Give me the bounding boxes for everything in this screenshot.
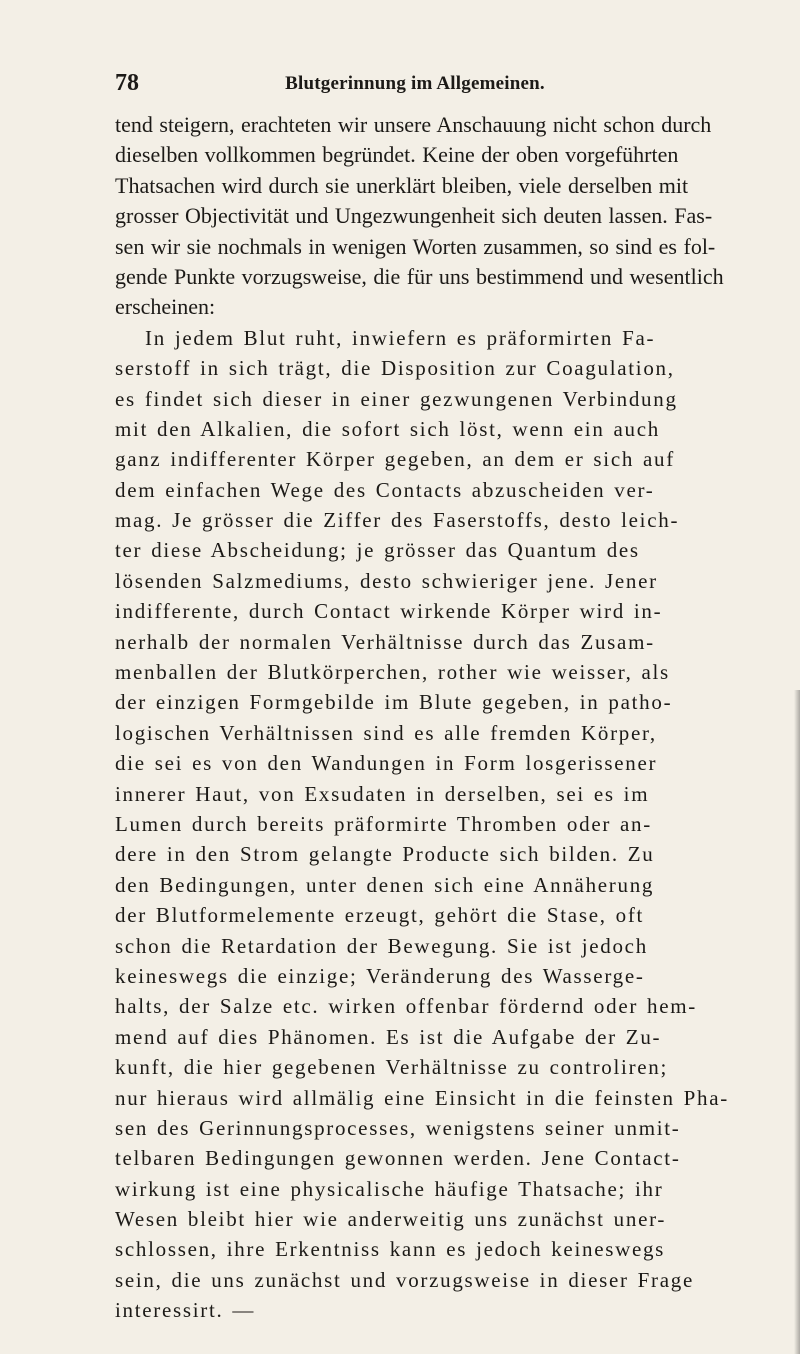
text-line: mit den Alkalien, die sofort sich löst, wenn ein auch — [115, 416, 660, 441]
text-line: menballen der Blutkörperchen, rother wie weisser, als — [115, 660, 670, 685]
text-line: interessirt. — — [115, 1298, 256, 1323]
text-line: dem einfachen Wege des Contacts abzuscheiden ver- — [115, 477, 655, 502]
text-line: wirkung ist eine physicalische häufige Thatsache; ihr — [115, 1176, 664, 1201]
paragraph-2 — [115, 323, 795, 1326]
text-line: Thatsachen wird durch sie unerklärt bleiben, viele derselben mit — [115, 172, 689, 198]
text-line: keineswegs die einzige; Veränderung des Wasserge- — [115, 963, 645, 988]
text-line: dieselben vollkommen begründet. Keine der oben vorgeführten — [115, 142, 679, 168]
text-line: nerhalb der normalen Verhältnisse durch das Zusam- — [115, 629, 655, 654]
text-line: schlossen, ihre Erkentniss kann es jedoch keineswegs — [115, 1237, 666, 1262]
text-line: logischen Verhältnissen sind es alle fremden Körper, — [115, 720, 657, 745]
text-line: telbaren Bedingungen gewonnen werden. Jene Contact- — [115, 1146, 681, 1171]
text-line: kunft, die hier gegebenen Verhältnisse zu controliren; — [115, 1055, 669, 1080]
text-line: tend steigern, erachteten wir unsere Anschauung nicht schon durch — [115, 112, 712, 137]
text-line: schon die Retardation der Bewegung. Sie ist jedoch — [115, 933, 648, 958]
text-line: Lumen durch bereits präformirte Thromben oder an- — [115, 811, 652, 836]
text-line: der Blutformelemente erzeugt, gehört die Stase, oft — [115, 903, 645, 928]
page-edge-shadow — [794, 690, 800, 1354]
text-line: grosser Objectivität und Ungezwungenheit sich deuten lassen. Fas- — [115, 203, 713, 229]
text-line: innerer Haut, von Exsudaten in derselben, sei es im — [115, 781, 650, 806]
text-line: die sei es von den Wandungen in Form losgerissener — [115, 751, 658, 776]
text-line: serstoff in sich trägt, die Disposition zur Coagulation, — [115, 356, 675, 381]
text-line: In jedem Blut ruht, inwiefern es präformirten Fa- — [145, 325, 656, 350]
text-line: der einzigen Formgebilde im Blute gegeben, in patho- — [115, 690, 673, 715]
text-line: halts, der Salze etc. wirken offenbar fördernd oder hem- — [115, 994, 697, 1019]
text-line: indifferente, durch Contact wirkende Körper wird in- — [115, 599, 663, 624]
text-line: ganz indifferenter Körper gegeben, an dem er sich auf — [115, 447, 675, 472]
page-header — [115, 68, 715, 98]
text-line: gende Punkte vorzugsweise, die für uns bestimmend und wesentlich — [115, 263, 724, 289]
running-title: Blutgerinnung im Allgemeinen. — [285, 73, 545, 94]
text-line: mag. Je grösser die Ziffer des Faserstoffs, desto leich- — [115, 508, 680, 533]
text-line: dere in den Strom gelangte Producte sich bilden. Zu — [115, 842, 655, 867]
text-line: es findet sich dieser in einer gezwungenen Verbindung — [115, 386, 678, 411]
text-line: nur hieraus wird allmälig eine Einsicht in die feinsten Pha- — [115, 1085, 729, 1110]
text-line: sein, die uns zunächst und vorzugsweise in dieser Frage — [115, 1267, 694, 1292]
text-line: den Bedingungen, unter denen sich eine Annäherung — [115, 872, 655, 897]
text-line: sen des Gerinnungsprocesses, wenigstens seiner unmit- — [115, 1115, 681, 1140]
page-number: 78 — [115, 70, 139, 96]
text-line: erscheinen: — [115, 294, 216, 320]
text-line: lösenden Salzmediums, desto schwieriger jene. Jener — [115, 568, 658, 593]
body-text — [115, 110, 795, 1326]
text-line: Wesen bleibt hier wie anderweitig uns zunächst uner- — [115, 1207, 667, 1232]
paragraph-1 — [115, 110, 795, 323]
text-line: sen wir sie nochmals in wenigen Worten zusammen, so sind es fol- — [115, 233, 716, 259]
text-line: ter diese Abscheidung; je grösser das Quantum des — [115, 538, 640, 563]
text-line: mend auf dies Phänomen. Es ist die Aufgabe der Zu- — [115, 1024, 662, 1049]
